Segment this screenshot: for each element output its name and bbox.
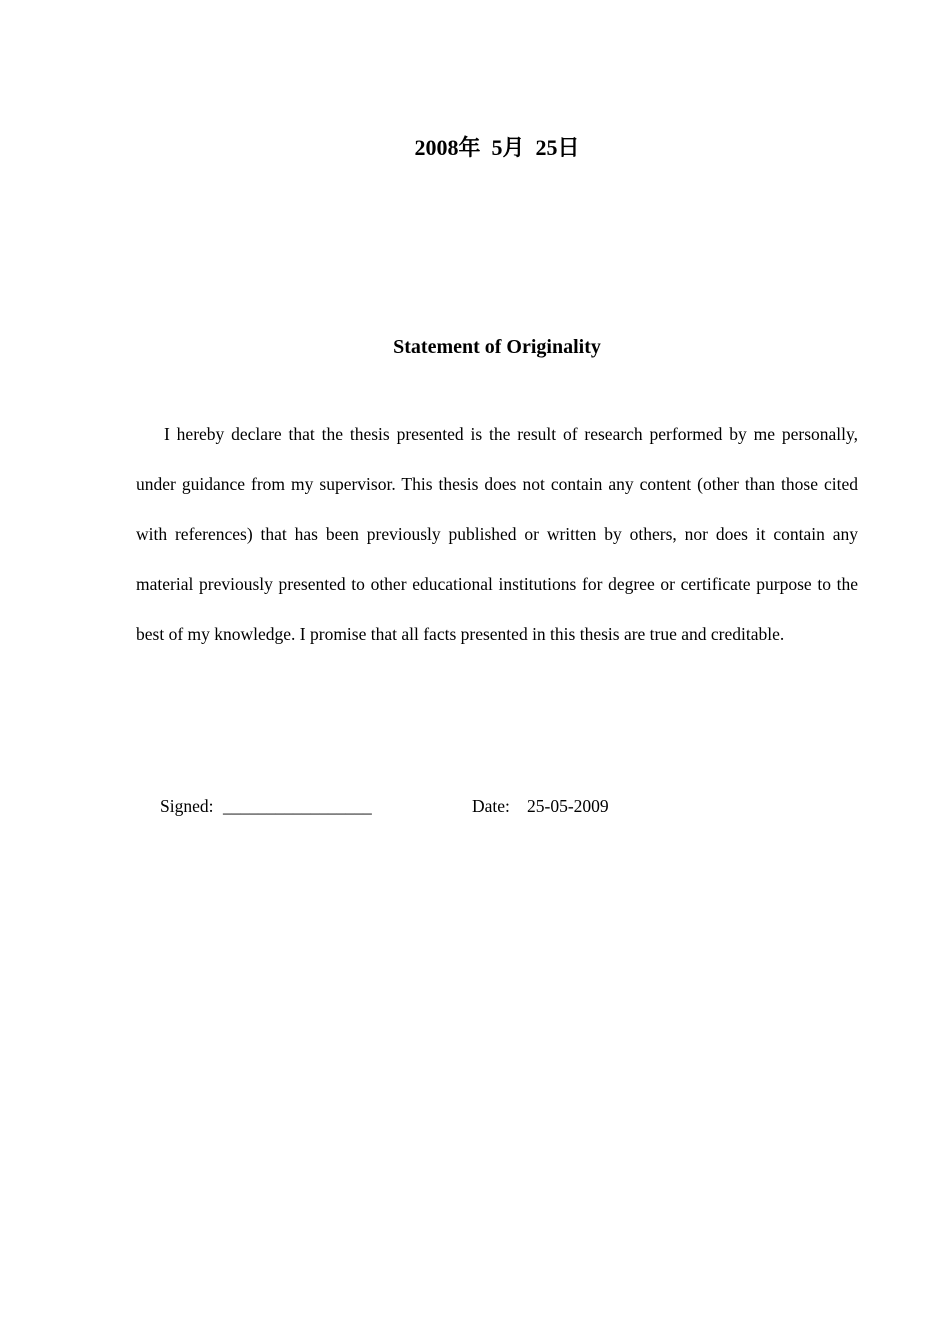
statement-title: Statement of Originality: [393, 336, 601, 358]
signature-line: _________________: [223, 796, 372, 816]
date-heading: 2008年 5月 25日: [414, 135, 580, 160]
statement-body: I hereby declare that the thesis presented is the result of research performed by me personally, under guidance from my supervisor. This thesis does not contain any content (other than those cited with references) that has been previously published or written by others, nor does it contain any material previously presented to other educational institutions for degree or certificate purpose to the best of my knowledge. I promise that all facts presented in this thesis are true and creditable.: [136, 424, 858, 644]
signed-label: Signed:: [160, 796, 214, 816]
date-value: 25-05-2009: [527, 796, 609, 816]
signature-row: [160, 793, 760, 819]
date-label: Date:: [472, 796, 510, 816]
